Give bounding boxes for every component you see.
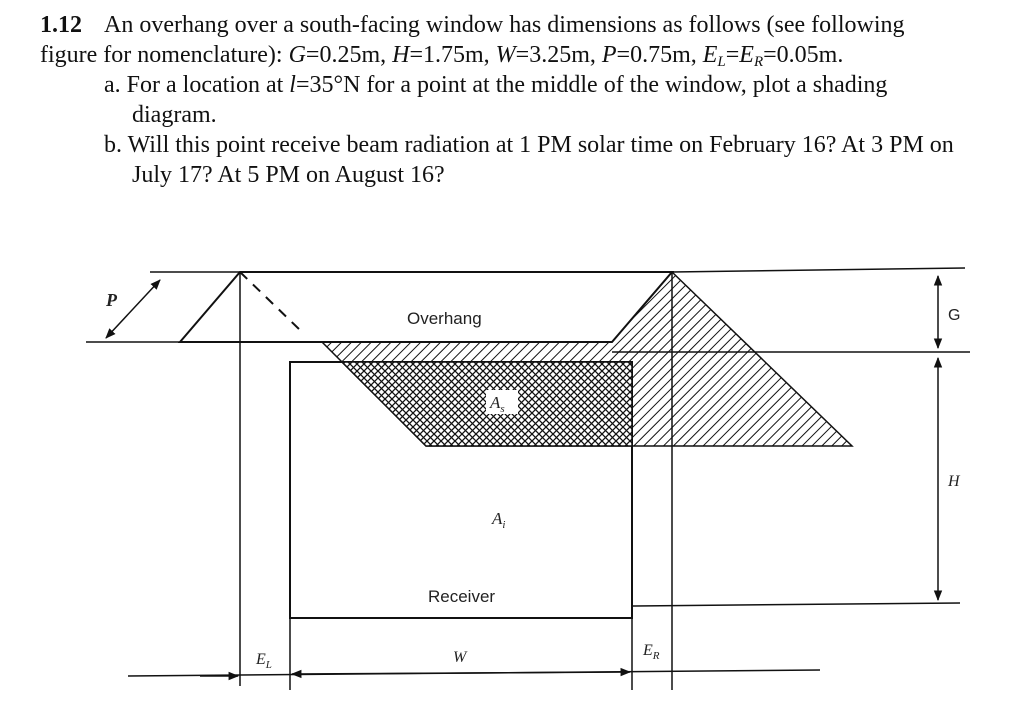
w-dimension — [292, 672, 630, 674]
intro-line-1: An overhang over a south-facing window has dimensions as follows (see following — [104, 12, 905, 38]
part-a-text-3: diagram. — [132, 102, 217, 128]
part-a-text-2: =35°N for a point at the middle of the window, plot a shading — [295, 72, 888, 98]
label-p: P — [106, 290, 117, 310]
part-b-text-2: July 17? At 5 PM on August 16? — [132, 162, 445, 188]
g-value: =0.25m, — [305, 42, 393, 68]
el-symbol: E — [702, 42, 718, 68]
label-as: $A_s$ — [490, 393, 505, 415]
label-w: W — [453, 649, 467, 666]
receiver-bottom-reference — [632, 603, 960, 606]
w-value: =3.25m, — [515, 42, 602, 68]
er-symbol: E — [739, 42, 754, 68]
p-symbol: P — [601, 42, 617, 68]
p-value: =0.75m, — [616, 42, 703, 68]
overhang — [180, 272, 672, 342]
label-overhang: Overhang — [407, 309, 482, 328]
part-a-text-1: a. For a location at — [104, 72, 290, 98]
h-value: =1.75m, — [409, 42, 496, 68]
label-g: G — [948, 307, 961, 324]
intro-line-2: figure for nomenclature): — [40, 42, 289, 68]
label-el: $E_L$ — [256, 651, 272, 671]
w-symbol: W — [495, 42, 516, 68]
h-symbol: H — [392, 42, 410, 68]
part-b-text-1: b. Will this point receive beam radiation at 1 PM solar time on February 16? At 3 PM on — [104, 132, 954, 158]
label-receiver: Receiver — [428, 587, 496, 606]
label-ai: $A_i$ — [492, 509, 506, 531]
el-subscript: L — [717, 54, 726, 70]
overhang-top-reference — [672, 268, 965, 272]
g-symbol: G — [288, 42, 306, 68]
problem-number: 1.12 — [40, 12, 82, 38]
equals-sign: = — [725, 42, 740, 68]
label-h: H — [948, 473, 960, 490]
label-er: $E_R$ — [643, 642, 660, 662]
er-value: =0.05m. — [763, 42, 844, 68]
er-subscript: R — [753, 54, 764, 70]
latitude-symbol: l — [289, 72, 296, 98]
